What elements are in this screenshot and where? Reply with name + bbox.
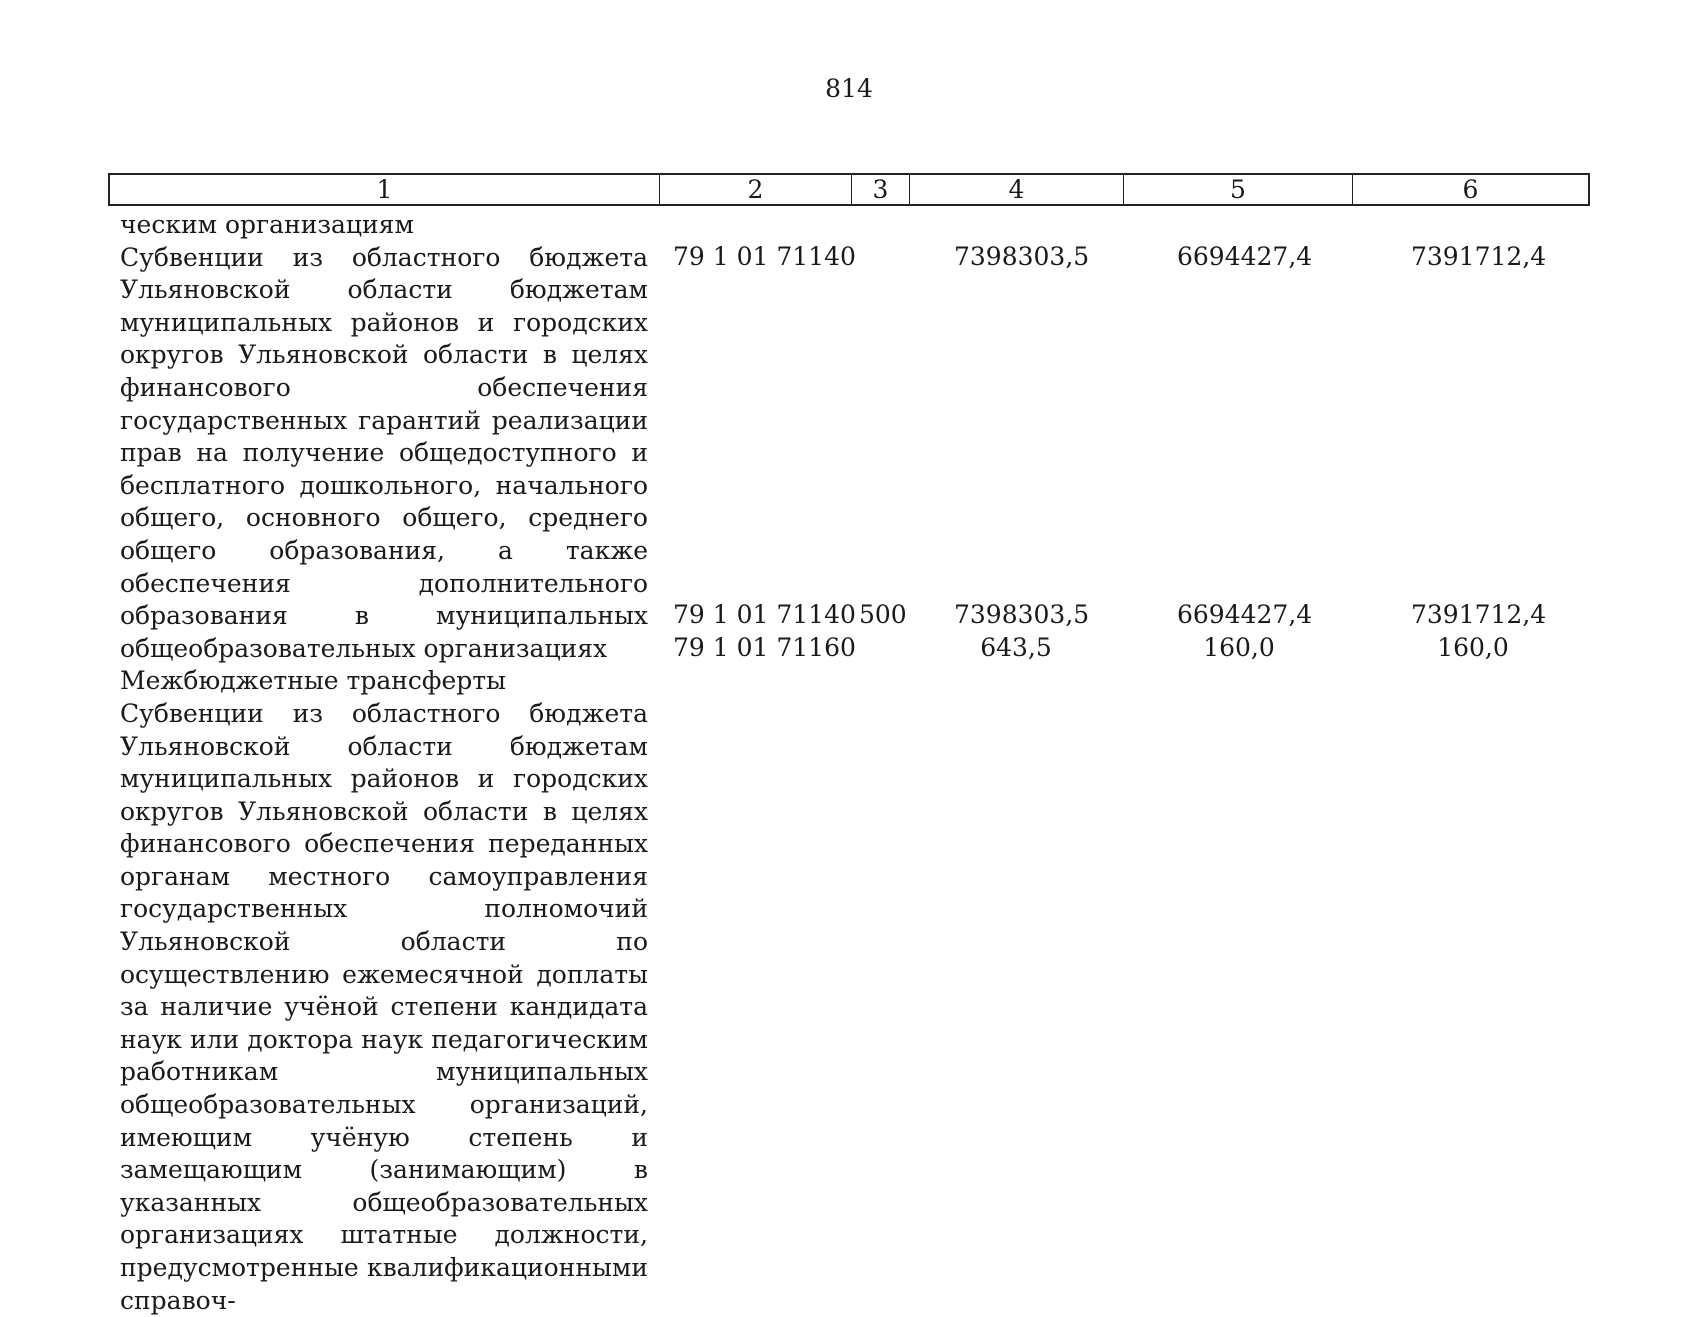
- header-col-6: 6: [1462, 175, 1479, 204]
- header-col-4: 4: [910, 175, 1124, 204]
- description-column: [120, 209, 648, 1317]
- row-3-value-6: 160,0: [1437, 633, 1509, 662]
- item-3-description: Субвенции из областного бюджета Ульяновской области бюджетам муниципальных районов и городских округов Ульяновской области в целях финансового обеспечения переданных органам местного самоуправления государственных полномочий Ульяновской области по осуществлению ежемесячной доплаты за наличие учёной степени кандидата наук или доктора наук педагогическим работникам муниципальных общеобразовательных организаций, имеющим учёную степень и замещающим (занимающим) в указанных общеобразовательных организациях штатные должности, предусмотренные квалификационными справоч-: [120, 698, 648, 1315]
- table-header: [108, 173, 1590, 206]
- row-2-type: 500: [859, 600, 907, 629]
- row-1-code: 79 1 01 71140: [673, 242, 856, 271]
- row-2-code: 79 1 01 71140: [673, 600, 856, 629]
- row-3-value-5: 160,0: [1203, 633, 1275, 662]
- item-1-description: Субвенции из областного бюджета Ульяновской области бюджетам муниципальных районов и городских округов Ульяновской области в целях финансового обеспечения государственных гарантий реализации прав на получение общедоступного и бесплатного дошкольного, начального общего, основного общего, среднего общего образования, а также обеспечения дополнительного образования в муниципальных общеобразовательных организациях: [120, 242, 648, 663]
- continued-text: ческим организациям: [120, 210, 414, 239]
- header-col-1: 1: [110, 175, 660, 204]
- row-1-value-4: 7398303,5: [954, 242, 1090, 271]
- header-col-2: 2: [660, 175, 852, 204]
- row-3-value-4: 643,5: [980, 633, 1052, 662]
- page-number: 814: [825, 74, 873, 103]
- header-col-5: 5: [1124, 175, 1353, 204]
- row-1-value-6: 7391712,4: [1411, 242, 1547, 271]
- row-2-value-6: 7391712,4: [1411, 600, 1547, 629]
- row-3-code: 79 1 01 71160: [673, 633, 856, 662]
- item-2-description: Межбюджетные трансферты: [120, 666, 507, 696]
- header-col-3: 3: [852, 175, 910, 204]
- row-2-value-4: 7398303,5: [954, 600, 1090, 629]
- row-2-value-5: 6694427,4: [1177, 600, 1313, 629]
- row-1-value-5: 6694427,4: [1177, 242, 1313, 271]
